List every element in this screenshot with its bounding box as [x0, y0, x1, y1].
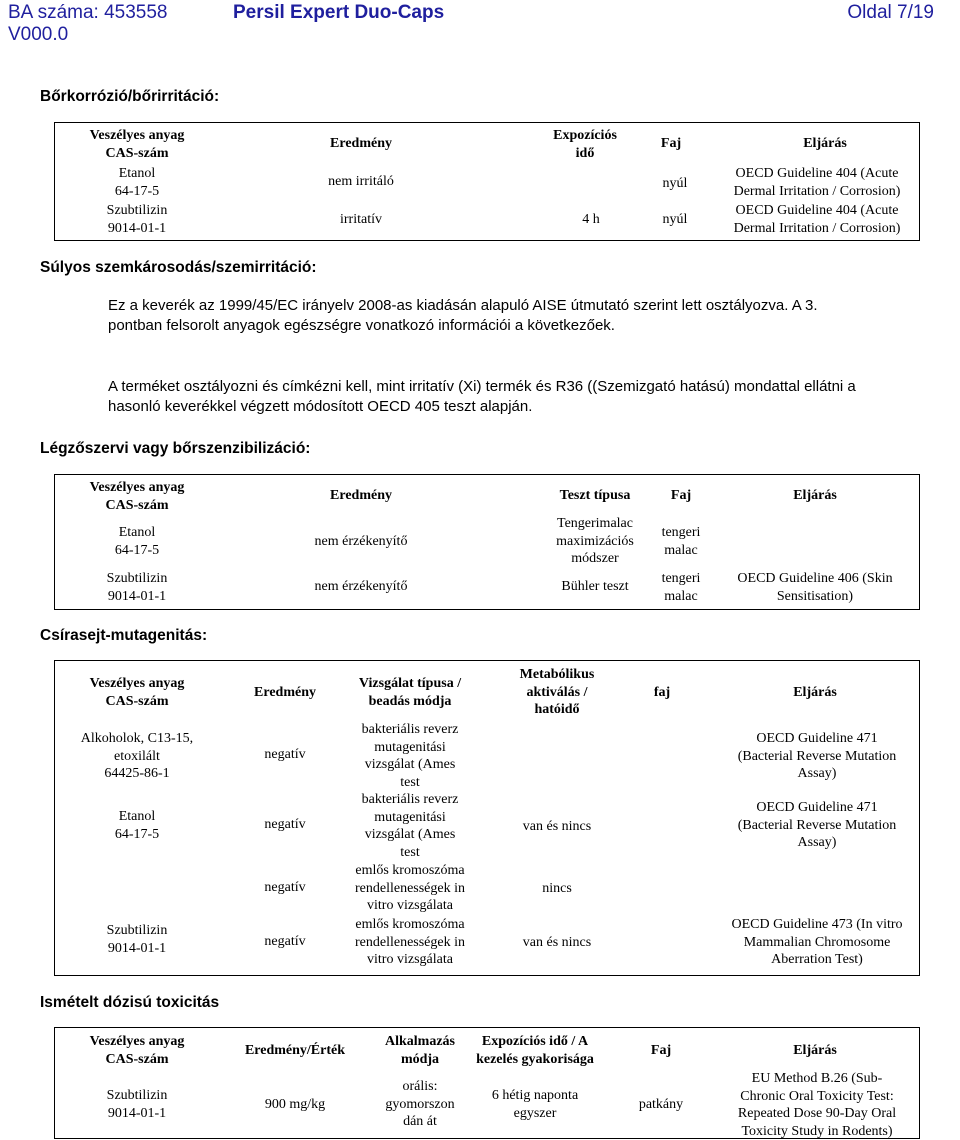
skin-row1-substance: Etanol 64-17-5 [114, 166, 160, 199]
skin-row2-result: irritatív [340, 212, 382, 227]
eye-paragraph-1-line-2: pontban felsorolt anyagok egészségre vonatkozó információi a következőek. [108, 317, 615, 334]
muta-row1-method: OECD Guideline 471 (Bacterial Reverse Mutation Assay) [737, 731, 897, 781]
sens-row1-substance: Etanol 64-17-5 [114, 525, 160, 558]
repeat-row1-exposure: 6 hétig naponta egyszer [491, 1088, 579, 1121]
section-title-sensitisation: Légzőszervi vagy bőrszenzibilizáció: [40, 440, 311, 457]
muta-substance-1: Alkoholok, C13-15, etoxilált 64425-86-1 [80, 731, 194, 781]
eye-paragraph-2-line-1: A terméket osztályozni és címkézni kell, mint irritatív (Xi) termék és R36 ((Szemizgató hatású) mondattal ellátni a [108, 378, 856, 395]
skin-header-method: Eljárás [803, 136, 847, 151]
document-version: V000.0 [8, 24, 69, 45]
repeat-header-result: Eredmény/Érték [244, 1043, 346, 1058]
muta-row1-test: bakteriális reverz mutagenitási vizsgálat (Ames test [361, 722, 459, 790]
sens-row2-substance: Szubtilizin 9014-01-1 [106, 571, 168, 604]
sens-row2-method: OECD Guideline 406 (Skin Sensitisation) [737, 571, 893, 604]
eye-paragraph-1-line-1: Ez a keverék az 1999/45/EC irányelv 2008-as kiadásán alapuló AISE útmutató szerint lett osztályozva. A 3. [108, 297, 818, 314]
muta-row2-test: bakteriális reverz mutagenitási vizsgálat (Ames test [361, 792, 459, 860]
muta-row2-method: OECD Guideline 471 (Bacterial Reverse Mutation Assay) [737, 800, 897, 850]
sens-header-species: Faj [670, 488, 692, 503]
sens-header-test: Teszt típusa [559, 488, 631, 503]
section-title-skin: Bőrkorrózió/bőrirritáció: [40, 88, 220, 105]
sens-header-method: Eljárás [793, 488, 837, 503]
sens-row2-test: Bühler teszt [561, 579, 629, 594]
muta-row4-activation: van és nincs [522, 935, 592, 950]
skin-row1-result: nem irritáló [328, 174, 394, 189]
sens-row1-test: Tengerimalac maximizációs módszer [556, 516, 634, 566]
product-name: Persil Expert Duo-Caps [233, 2, 445, 23]
muta-header-test: Vizsgálat típusa / beadás módja [358, 676, 462, 709]
repeat-header-species: Faj [650, 1043, 672, 1058]
page-number: Oldal 7/19 [847, 2, 934, 23]
muta-row3-activation: nincs [542, 881, 572, 896]
muta-header-species: faj [653, 685, 671, 700]
section-title-mutagenicity: Csírasejt-mutagenitás: [40, 627, 208, 644]
mutagenicity-table [54, 660, 920, 976]
skin-row2-substance: Szubtilizin 9014-01-1 [106, 203, 168, 236]
muta-substance-3: Szubtilizin 9014-01-1 [106, 923, 168, 956]
muta-row1-result: negatív [264, 747, 306, 762]
repeat-row1-species: patkány [638, 1097, 684, 1112]
section-title-eye: Súlyos szemkárosodás/szemirritáció: [40, 259, 317, 276]
muta-row4-test: emlős kromoszóma rendellenességek in vitro vizsgálata [354, 917, 465, 967]
muta-header-method: Eljárás [793, 685, 837, 700]
sens-header-substance: Veszélyes anyag CAS-szám [89, 480, 185, 513]
muta-row4-result: negatív [264, 934, 306, 949]
repeat-row1-method: EU Method B.26 (Sub- Chronic Oral Toxicity Test: Repeated Dose 90-Day Oral Toxicity Study in Rodents) [737, 1071, 897, 1139]
section-title-repeated-dose: Ismételt dózisú toxicitás [40, 994, 220, 1011]
sensitisation-table [54, 474, 920, 610]
document-number: BA száma: 453558 [8, 2, 168, 23]
repeated-dose-table [54, 1027, 920, 1139]
muta-header-activation: Metabólikus aktiválás / hatóidő [519, 667, 595, 717]
sens-row1-result: nem érzékenyítő [314, 534, 408, 549]
muta-row4-method: OECD Guideline 473 (In vitro Mammalian Chromosome Aberration Test) [731, 917, 903, 967]
skin-row1-method: OECD Guideline 404 (Acute Dermal Irritation / Corrosion) [733, 166, 901, 199]
sens-row2-species: tengeri malac [661, 571, 701, 604]
muta-row3-result: negatív [264, 880, 306, 895]
skin-header-exposure: Expozíciós idő [553, 128, 617, 161]
skin-header-result: Eredmény [330, 136, 392, 151]
skin-header-substance: Veszélyes anyag CAS-szám [89, 128, 185, 161]
sens-header-result: Eredmény [330, 488, 392, 503]
eye-paragraph-2-line-2: hasonló keverékkel végzett módosított OECD 405 teszt alapján. [108, 398, 533, 415]
skin-row2-species: nyúl [662, 212, 688, 227]
skin-row2-method: OECD Guideline 404 (Acute Dermal Irritation / Corrosion) [733, 203, 901, 236]
sens-row2-result: nem érzékenyítő [314, 579, 408, 594]
repeat-row1-application: orális: gyomorszon dán át [385, 1079, 455, 1129]
sens-row1-species: tengeri malac [661, 525, 701, 558]
muta-substance-2: Etanol 64-17-5 [114, 809, 160, 842]
muta-row2-activation: van és nincs [522, 819, 592, 834]
muta-header-substance: Veszélyes anyag CAS-szám [89, 676, 185, 709]
repeat-header-exposure: Expozíciós idő / A kezelés gyakorisága [476, 1034, 594, 1067]
skin-row1-species: nyúl [662, 176, 688, 191]
repeat-header-method: Eljárás [793, 1043, 837, 1058]
skin-header-species: Faj [660, 136, 682, 151]
repeat-header-application: Alkalmazás módja [385, 1034, 455, 1067]
muta-row3-test: emlős kromoszóma rendellenességek in vitro vizsgálata [354, 863, 465, 913]
muta-row2-result: negatív [264, 817, 306, 832]
skin-row2-exposure: 4 h [582, 212, 600, 227]
repeat-row1-substance: Szubtilizin 9014-01-1 [106, 1088, 168, 1121]
repeat-row1-result: 900 mg/kg [264, 1097, 326, 1112]
skin-table [54, 122, 920, 241]
repeat-header-substance: Veszélyes anyag CAS-szám [89, 1034, 185, 1067]
muta-header-result: Eredmény [254, 685, 316, 700]
